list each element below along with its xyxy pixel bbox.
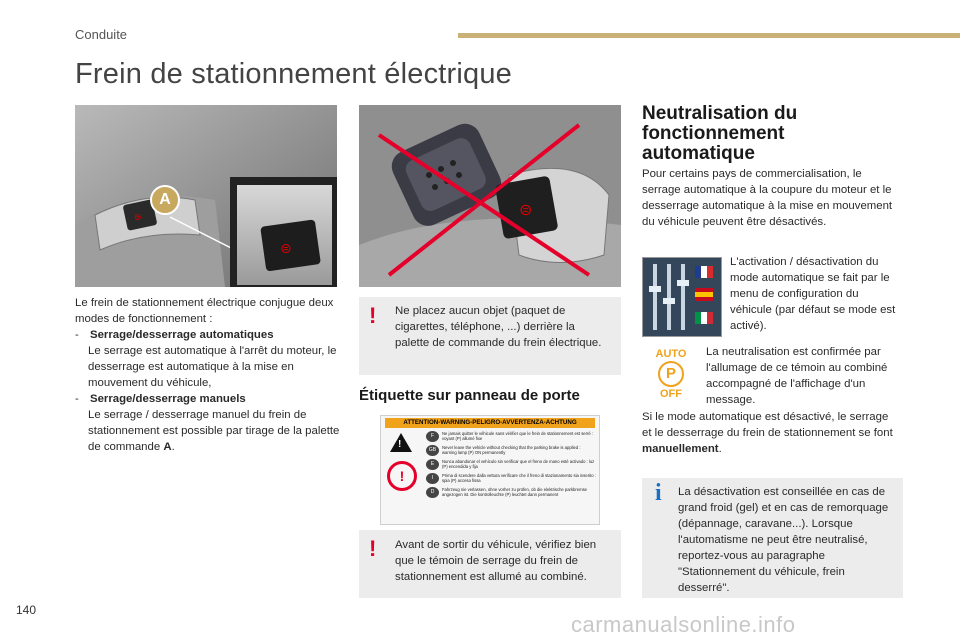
page-number: 140 [16,603,37,617]
manual-mode-desc: Le serrage / desserrage manuel du frein de stationnement est possible par tirage de la palette de commande [88,409,340,453]
warning-exit-text: Avant de sortir du véhicule, vérifiez bien que le témoin de serrage du frein de stationnement est allumé au combiné. [395,539,597,583]
door-label-triangle-mark: ! [398,439,402,450]
door-label-code: I [426,473,439,484]
door-label-heading: Étiquette sur panneau de porte [359,387,580,404]
manual-mode-text: Le serrage / desserrage manuel du frein de stationnement est possible par tirage de la palette de commande A. [88,409,340,453]
manual-mode-item [75,391,340,455]
door-label-code: E [426,459,439,470]
config-menu-image [642,257,722,337]
auto-mode-text: Le serrage est automatique à l'arrêt du moteur, le desserrage est automatique à la mise en mouvement du véhicule, [88,345,337,389]
door-label-text: Fahrzeug nie verlassen, ohne vorher zu prüfen, ob die elektrische parkbremse angezogen ist. Die kontrolleuchte (P) leuchtet dann permanent [442,487,588,498]
auto-p-letter: P [665,365,676,382]
door-label-row [426,473,596,484]
door-label-text: Nunca abandonar el vehículo sin verificar que el freno de mano esté activado : luz (P) encendida y fija [442,459,595,470]
neutralisation-intro: Pour certains pays de commercialisation, le serrage automatique à la coupure du moteur et le desserrage automatique à la mise en mouvement du véhicule peuvent être désactivés. [642,168,893,228]
auto-p-icon [658,361,684,387]
brake-switch-photo [75,105,337,287]
auto-mode-item [75,327,340,391]
door-label-code: F [426,431,439,442]
callout-a-label: A [159,191,171,208]
brake-switch-illustration [75,105,337,287]
header-rule [458,33,960,38]
door-label-image [380,415,600,525]
door-label-text: Ne jamais quitter le véhicule sans vérifier que le frein de stationnement est serré : voyant (P) allumé fixe [442,431,594,442]
warning-icon: ! [369,536,377,561]
svg-text:⊜: ⊜ [519,200,533,219]
callout-a [150,185,180,215]
door-label-code: GB [426,445,439,456]
door-label-text: Never leave the vehicle without checking that the parking brake is applied : warning lamp (P) ON permanently [442,445,581,456]
confirmation-text: La neutralisation est confirmée par l'allumage de ce témoin au combiné accompagné de l'affichage d'un message. [706,346,888,406]
forbidden-object-photo [359,105,621,287]
page-title: Frein de stationnement électrique [75,58,513,90]
door-label-banner: ATTENTION-WARNING-PELIGRO-AVVERTENZA-ACHTUNG [385,418,595,428]
manual-mode-title: Serrage/desserrage manuels [89,393,246,405]
auto-off-indicator [647,348,695,400]
manual-note-end: . [718,443,722,455]
section-label: Conduite [75,27,128,42]
door-label-row [426,487,596,498]
config-sliders-illustration [643,258,721,336]
warning-box-exit [359,530,621,598]
door-label-row [426,445,596,456]
list-dash: - [75,329,79,341]
manual-mode-ref: A [163,441,172,453]
activation-text: L'activation / désactivation du mode automatique se fait par le menu de configuration du véhicule (par défaut se mode est activé). [730,256,896,332]
forbidden-object-illustration [359,105,621,287]
watermark: carmanualsonline.info [571,612,796,637]
door-label-brake-icon: ! [387,461,417,491]
manual-mode-note [642,409,900,457]
left-column-text [75,295,340,455]
door-label-row [426,459,596,470]
list-dash: - [75,393,79,405]
off-label: OFF [660,388,682,400]
manual-note-text: Si le mode automatique est désactivé, le serrage et le desserrage du frein de stationnement se font [642,411,893,439]
neutralisation-heading: Neutralisation du fonctionnement automatique [642,103,798,164]
warning-box-objects [359,297,621,375]
intro-text: Le frein de stationnement électrique conjugue deux modes de fonctionnement : [75,297,334,325]
auto-label: AUTO [655,348,687,360]
svg-text:⊜: ⊜ [134,213,142,223]
info-box [642,478,903,598]
door-label-text: Prima di scendere dalla vettura verificare che il freno di stazionamento sia inserito : spia (P) accesa fissa [442,473,596,484]
door-label-row [426,431,596,442]
info-icon: i [655,480,662,506]
door-label-rows [426,431,596,498]
warning-icon: ! [369,303,377,328]
info-box-text: La désactivation est conseillée en cas de grand froid (gel) et en cas de remorquage (dépannage, caravane...). Lorsque l'automatisme ne peut être neutralisé, reportez-vous au paragraphe "Stationnement du véhicule, frein desserré". [678,486,889,594]
manual-note-bold: manuellement [642,443,719,455]
warning-objects-text: Ne placez aucun objet (paquet de cigarettes, téléphone, ...) derrière la palette de commande du frein électrique. [395,305,602,349]
auto-mode-title: Serrage/desserrage automatiques [89,329,274,341]
svg-text:⊜: ⊜ [280,241,292,257]
door-label-code: D [426,487,439,498]
